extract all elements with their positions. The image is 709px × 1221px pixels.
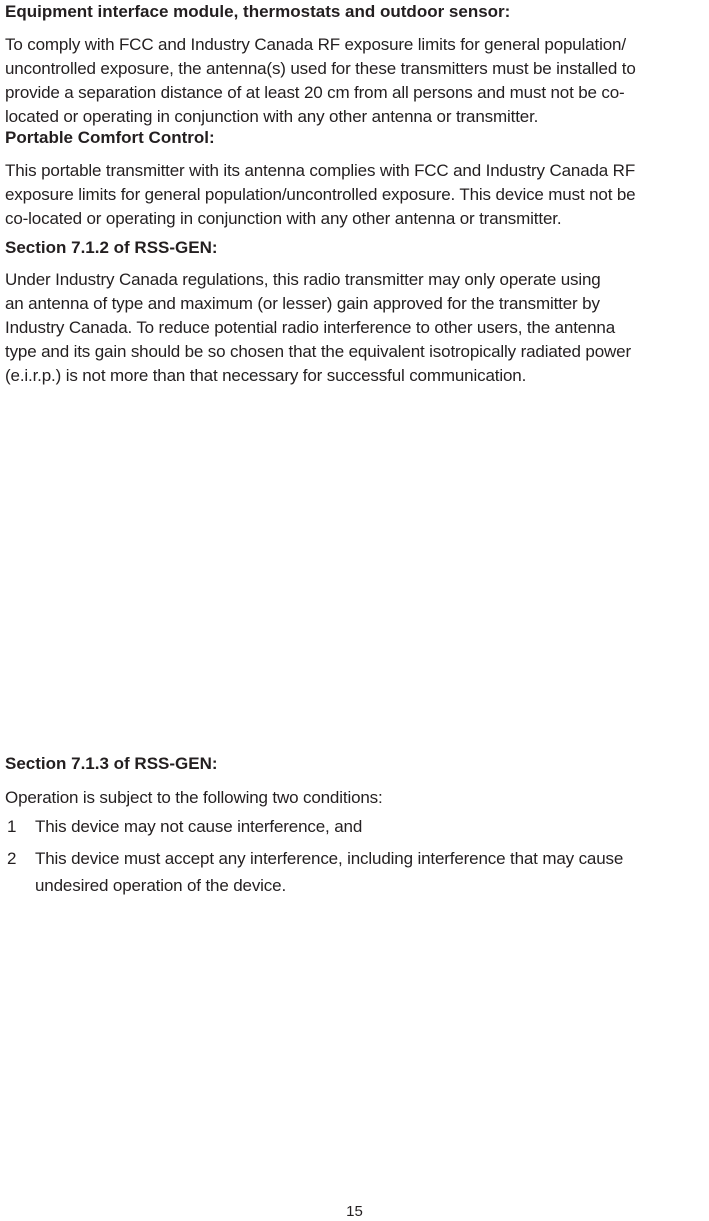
list-item-line: This device must accept any interference, including interference that may cause bbox=[35, 849, 624, 868]
paragraph-line: (e.i.r.p.) is not more than that necessary for successful communication. bbox=[5, 366, 527, 385]
section-intro bbox=[5, 786, 383, 810]
intro-line: Operation is subject to the following two conditions: bbox=[5, 788, 383, 807]
paragraph-line: provide a separation distance of at least 20 cm from all persons and must not be co- bbox=[5, 83, 625, 102]
paragraph-line: located or operating in conjunction with any other antenna or transmitter. bbox=[5, 107, 539, 126]
paragraph-line: uncontrolled exposure, the antenna(s) used for these transmitters must be installed to bbox=[5, 59, 636, 78]
section-heading: Portable Comfort Control: bbox=[5, 128, 215, 147]
list-item-number: 2 bbox=[7, 849, 17, 868]
conditions-list bbox=[5, 813, 707, 899]
list-item bbox=[5, 813, 707, 840]
page-number: 15 bbox=[346, 1203, 363, 1220]
paragraph-line: This portable transmitter with its antenna complies with FCC and Industry Canada RF bbox=[5, 161, 636, 180]
list-item-line: undesired operation of the device. bbox=[35, 876, 287, 895]
section-paragraph bbox=[5, 159, 635, 231]
paragraph-line: To comply with FCC and Industry Canada RF exposure limits for general population/ bbox=[5, 35, 626, 54]
list-item-line: This device may not cause interference, and bbox=[35, 817, 363, 836]
paragraph-line: exposure limits for general population/uncontrolled exposure. This device must not be bbox=[5, 185, 636, 204]
section-paragraph bbox=[5, 33, 636, 129]
paragraph-line: type and its gain should be so chosen that the equivalent isotropically radiated power bbox=[5, 342, 631, 361]
section-heading: Equipment interface module, thermostats and outdoor sensor: bbox=[5, 2, 511, 21]
paragraph-line: an antenna of type and maximum (or lesser) gain approved for the transmitter by bbox=[5, 294, 600, 313]
paragraph-line: co-located or operating in conjunction with any other antenna or transmitter. bbox=[5, 209, 562, 228]
section-heading: Section 7.1.3 of RSS-GEN: bbox=[5, 754, 218, 773]
list-item-number: 1 bbox=[7, 817, 17, 836]
section-paragraph bbox=[5, 268, 631, 388]
list-item bbox=[5, 845, 707, 899]
section-heading: Section 7.1.2 of RSS-GEN: bbox=[5, 238, 218, 257]
paragraph-line: Industry Canada. To reduce potential radio interference to other users, the antenna bbox=[5, 318, 616, 337]
paragraph-line: Under Industry Canada regulations, this radio transmitter may only operate using bbox=[5, 270, 601, 289]
